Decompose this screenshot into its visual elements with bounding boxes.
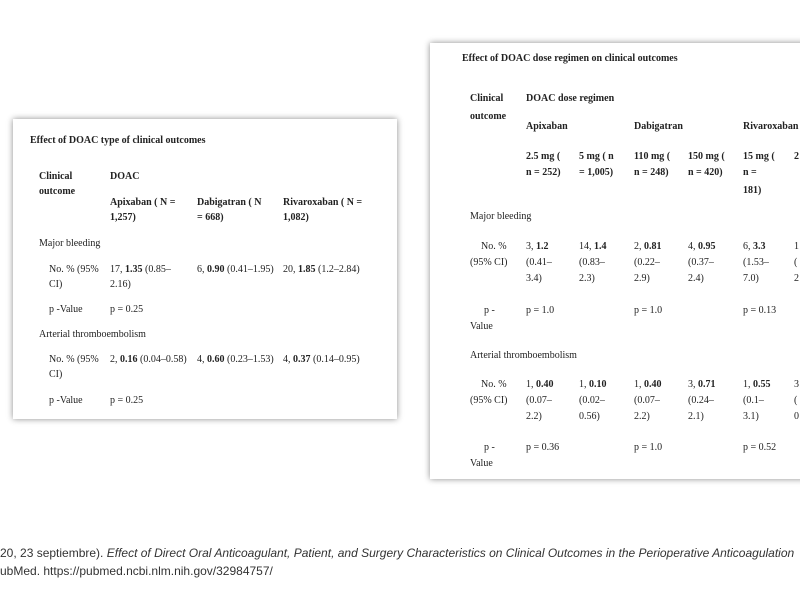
cell-ate-c4-ci2: 2.1) (688, 411, 704, 422)
row-major-bleeding: Major bleeding (39, 238, 101, 249)
cell-bleeding-c5-ci2: 7.0) (743, 273, 759, 284)
cell-p-value-dabigatran-bleeding: p = 1.0 (634, 305, 663, 316)
col-header-dose-regimen: DOAC dose regimen (526, 93, 615, 104)
table-doac-dose-regimen (430, 43, 800, 479)
row-label-p-value: p -Value (49, 304, 83, 315)
col-header-dose-4-n: n = 420) (688, 167, 723, 178)
cell-dabigatran-ate: 4, 0.60 (0.23–1.53) (197, 354, 274, 365)
cell-rivaroxaban-ate: 4, 0.37 (0.14–0.95) (283, 354, 360, 365)
cell-ate-c2-ci2: 0.56) (579, 411, 600, 422)
cell-bleeding-c3: 2, 0.81 (634, 241, 662, 252)
row-label-no-pct: No. % (481, 241, 507, 252)
cell-bleeding-c2-ci2: 2.3) (579, 273, 595, 284)
cell-ate-c6: 3 (794, 379, 799, 390)
row-label-no-pct: No. % (95% (49, 264, 99, 275)
cell-p-value-dabigatran-ate: p = 1.0 (634, 442, 663, 453)
cell-ate-c2: 1, 0.10 (579, 379, 607, 390)
row-label-value: Value (470, 458, 493, 469)
col-header-doac: DOAC (110, 171, 140, 182)
cell-ate-c3-ci: (0.07– (634, 395, 660, 406)
col-header-outcome: outcome (39, 186, 76, 197)
cell-bleeding-c6-ci2: 2 (794, 273, 799, 284)
col-header-dose-5: 15 mg ( (743, 151, 775, 162)
cell-ate-c2-ci: (0.02– (579, 395, 605, 406)
cell-p-value-ate: p = 0.25 (110, 395, 144, 406)
col-header-apixaban-n: 1,257) (110, 212, 136, 223)
col-header-rivaroxaban: Rivaroxaban (743, 121, 799, 132)
cell-rivaroxaban-bleeding: 20, 1.85 (1.2–2.84) (283, 264, 360, 275)
col-header-dose-3-n: n = 248) (634, 167, 669, 178)
cell-bleeding-c5-ci: (1.53– (743, 257, 769, 268)
col-header-dose-6: 2 (794, 151, 799, 162)
table-doac-type (13, 119, 397, 419)
cell-bleeding-c2-ci: (0.83– (579, 257, 605, 268)
cell-dabigatran-bleeding: 6, 0.90 (0.41–1.95) (197, 264, 274, 275)
cell-bleeding-c3-ci2: 2.9) (634, 273, 650, 284)
cell-ate-c4-ci: (0.24– (688, 395, 714, 406)
cell-ate-c6-ci2: 0 (794, 411, 799, 422)
col-header-dabigatran: Dabigatran ( N (197, 197, 262, 208)
col-header-dose-2-n: = 1,005) (579, 167, 614, 178)
row-arterial-thromboembolism: Arterial thromboembolism (39, 329, 146, 340)
cell-bleeding-c4: 4, 0.95 (688, 241, 716, 252)
col-header-dose-5-count: 181) (743, 185, 762, 196)
cell-bleeding-c1-ci: (0.41– (526, 257, 552, 268)
cell-ate-c3: 1, 0.40 (634, 379, 662, 390)
col-header-rivaroxaban: Rivaroxaban ( N = (283, 197, 363, 208)
cell-bleeding-c5: 6, 3.3 (743, 241, 766, 252)
cell-bleeding-c4-ci2: 2.4) (688, 273, 704, 284)
cell-bleeding-c1-ci2: 3.4) (526, 273, 542, 284)
row-label-ci: CI) (49, 369, 63, 380)
cell-bleeding-c4-ci: (0.37– (688, 257, 714, 268)
col-header-dose-5-n: n = (743, 167, 757, 178)
col-header-clinical: Clinical (39, 171, 73, 182)
citation-line-1 (0, 546, 794, 560)
cell-ate-c5: 1, 0.55 (743, 379, 771, 390)
row-label-value: Value (470, 321, 493, 332)
cell-bleeding-c1: 3, 1.2 (526, 241, 549, 252)
cell-p-value-apixaban-ate: p = 0.36 (526, 442, 560, 453)
col-header-clinical: Clinical (470, 93, 504, 104)
citation-title: Effect of Direct Oral Anticoagulant, Patient, and Surgery Characteristics on Clinical Outcomes in the Perioperative Anticoagulation (106, 546, 795, 560)
row-major-bleeding: Major bleeding (470, 211, 532, 222)
cell-apixaban-bleeding-ci: 2.16) (110, 279, 131, 290)
cell-bleeding-c3-ci: (0.22– (634, 257, 660, 268)
cell-ate-c6-ci: ( (794, 395, 798, 406)
cell-p-value-bleeding: p = 0.25 (110, 304, 144, 315)
cell-p-value-rivaroxaban-bleeding: p = 0.13 (743, 305, 777, 316)
table-title: Effect of DOAC dose regimen on clinical outcomes (462, 53, 678, 64)
col-header-dose-2: 5 mg ( n (579, 151, 614, 162)
cell-ate-c3-ci2: 2.2) (634, 411, 650, 422)
cell-apixaban-bleeding: 17, 1.35 (0.85– (110, 264, 171, 275)
cell-ate-c5-ci2: 3.1) (743, 411, 759, 422)
cell-ate-c1: 1, 0.40 (526, 379, 554, 390)
row-label-p: p - (484, 442, 495, 453)
row-label-ci: (95% CI) (470, 395, 508, 406)
cell-bleeding-c2: 14, 1.4 (579, 241, 607, 252)
cell-ate-c1-ci: (0.07– (526, 395, 552, 406)
row-label-ci: (95% CI) (470, 257, 508, 268)
col-header-dabigatran-n: = 668) (197, 212, 224, 223)
cell-p-value-rivaroxaban-ate: p = 0.52 (743, 442, 777, 453)
cell-ate-c5-ci: (0.1– (743, 395, 764, 406)
row-label-no-pct: No. % (95% (49, 354, 99, 365)
row-label-ci: CI) (49, 279, 63, 290)
row-arterial-thromboembolism: Arterial thromboembolism (470, 350, 577, 361)
col-header-apixaban: Apixaban (526, 121, 568, 132)
cell-apixaban-ate: 2, 0.16 (0.04–0.58) (110, 354, 187, 365)
col-header-apixaban: Apixaban ( N = (110, 197, 176, 208)
cell-ate-c4: 3, 0.71 (688, 379, 716, 390)
col-header-rivaroxaban-n: 1,082) (283, 212, 309, 223)
cell-ate-c1-ci2: 2.2) (526, 411, 542, 422)
citation-date: 20, 23 septiembre). (0, 546, 107, 560)
cell-p-value-apixaban-bleeding: p = 1.0 (526, 305, 555, 316)
col-header-dose-3: 110 mg ( (634, 151, 671, 162)
col-header-dabigatran: Dabigatran (634, 121, 683, 132)
col-header-dose-4: 150 mg ( (688, 151, 725, 162)
table-title: Effect of DOAC type of clinical outcomes (30, 135, 206, 146)
citation-line-2: ubMed. https://pubmed.ncbi.nlm.nih.gov/32984757/ (0, 564, 273, 578)
col-header-dose-1: 2.5 mg ( (526, 151, 561, 162)
row-label-p: p - (484, 305, 495, 316)
row-label-p-value: p -Value (49, 395, 83, 406)
col-header-dose-1-n: n = 252) (526, 167, 561, 178)
cell-bleeding-c6-ci: ( (794, 257, 798, 268)
cell-bleeding-c6: 1 (794, 241, 799, 252)
row-label-no-pct: No. % (481, 379, 507, 390)
col-header-outcome: outcome (470, 111, 507, 122)
